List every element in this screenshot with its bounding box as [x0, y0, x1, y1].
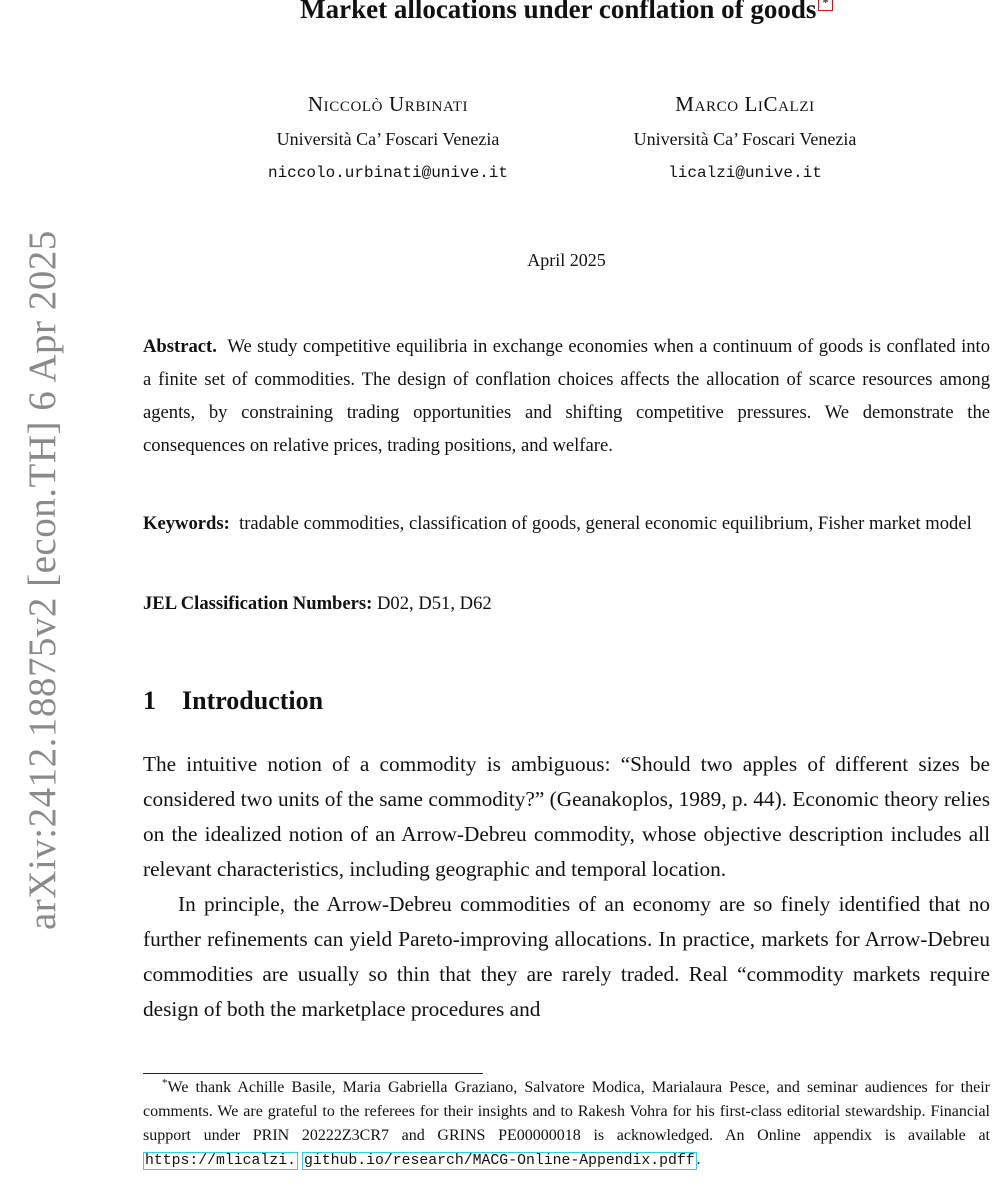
paper-title	[0, 0, 993, 25]
jel-label: JEL Classification Numbers:	[143, 593, 373, 614]
jel-text: D02, D51, D62	[377, 593, 492, 614]
section-heading	[143, 686, 323, 716]
introduction-body	[143, 747, 990, 1027]
section-title-text: Introduction	[182, 686, 324, 715]
abstract-text: We study competitive equilibria in exchange economies when a continuum of goods is conflated into a finite set of commodities. The design of conflation choices affects the allocation of scarce resources among agents, by constraining trading opportunities and shifting competitive pressures. We demonstrate the consequences on relative prices, trading positions, and welfare.	[143, 336, 991, 456]
section-number: 1	[143, 686, 156, 715]
abstract-label: Abstract.	[143, 336, 217, 357]
intro-paragraph-2: In principle, the Arrow-Debreu commodities of an economy are so finely identified that no further refinements can yield Pareto-improving allocations. In practice, markets for Arrow-Debreu commodities are usually so thin that they are rarely traded. Real “commodity markets require design of both the marketplace procedures and	[143, 892, 990, 1021]
author-email: licalzi@unive.it	[668, 164, 822, 182]
author-block-1	[223, 88, 553, 190]
online-appendix-link[interactable]: https://mlicalzi.	[145, 1153, 296, 1169]
author-email: niccolo.urbinati@unive.it	[267, 164, 509, 182]
author-name: Marco LiCalzi	[675, 92, 815, 116]
arxiv-identifier-stamp: arXiv:2412.18875v2 [econ.TH] 6 Apr 2025	[21, 230, 64, 930]
footnote-rule	[143, 1073, 483, 1074]
title-footnote-link[interactable]: *	[818, 0, 833, 11]
footnote	[143, 1076, 990, 1173]
author-block-2	[580, 88, 910, 190]
keywords-label: Keywords:	[143, 513, 230, 534]
paper-title-text: Market allocations under conflation of goods	[300, 0, 817, 24]
keywords-text: tradable commodities, classification of goods, general economic equilibrium, Fisher market model	[239, 513, 972, 534]
footnote-marker: *	[162, 1077, 168, 1089]
intro-paragraph-1: The intuitive notion of a commodity is ambiguous: “Should two apples of different sizes be considered two units of the same commodity?” (Geanakoplos, 1989, p. 44). Economic theory relies on the idealized notion of an Arrow-Debreu commodity, whose objective description includes all relevant characteristics, including geographic and temporal location.	[143, 752, 990, 881]
abstract	[143, 330, 990, 462]
jel-classification	[143, 587, 990, 620]
paper-date: April 2025	[527, 250, 606, 270]
author-name: Niccolò Urbinati	[307, 92, 469, 116]
author-affiliation: Università Ca’ Foscari Venezia	[276, 129, 500, 149]
author-affiliation: Università Ca’ Foscari Venezia	[633, 129, 857, 149]
keywords	[143, 507, 990, 540]
footnote-text: We thank Achille Basile, Maria Gabriella Graziano, Salvatore Modica, Marialaura Pesce, and seminar audiences for their comments. We are grateful to the referees for their insights and to Rakesh Vohra for his first-class editorial stewardship. Financial support under PRIN 20222Z3CR7 and GRINS PE00000018 is acknowledged. An Online appendix is available at	[143, 1079, 990, 1144]
footnote-end: .	[696, 1151, 701, 1168]
online-appendix-link-continued[interactable]: github.io/research/MACG-Online-Appendix.pdff	[303, 1153, 695, 1169]
